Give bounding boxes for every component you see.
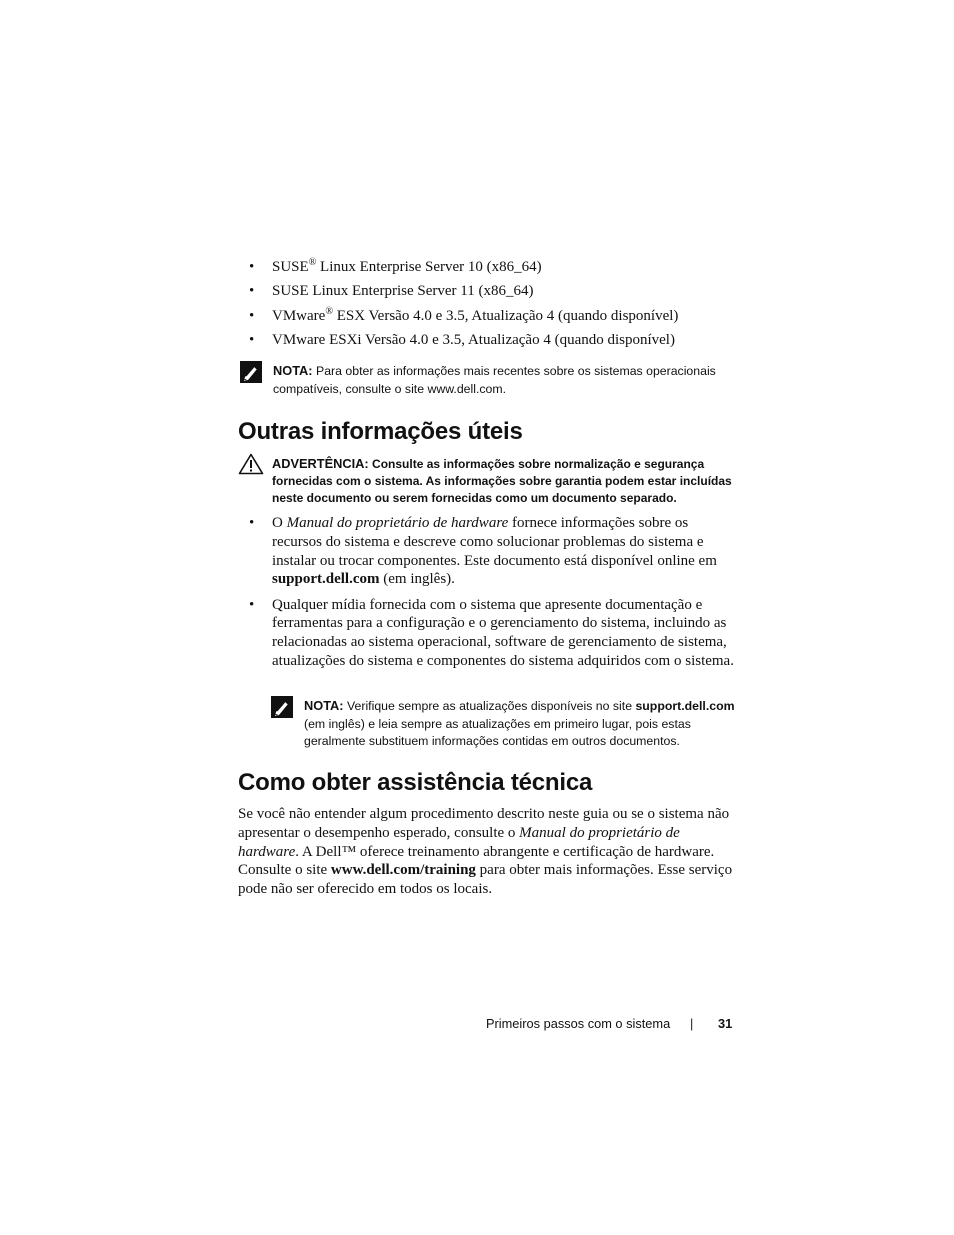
note-text: Para obter as informações mais recentes sobre os sistemas operacionais compatíveis, consulte o site www.dell.com. [273, 364, 716, 396]
list-item: • SUSE Linux Enterprise Server 11 (x86_64) [249, 283, 534, 300]
training-link: www.dell.com/training [330, 862, 476, 879]
list-item: • VMware ESXi Versão 4.0 e 3.5, Atualização 4 (quando disponível) [249, 332, 675, 349]
page-number: 31 [718, 1016, 733, 1031]
bullet: • [249, 515, 255, 531]
section-title-outras-informacoes: Outras informações úteis [238, 418, 523, 445]
list-item: • Qualquer mídia fornecida com o sistema que apresente documentação e ferramentas para a configuração e o gerenciamento do sistema, incluindo as relacionadas ao sistema operacional, software de gerenciamento de sistema, atualizações do sistema e componentes do sistema adquiridos com o sistema. [249, 596, 734, 670]
support-link: support.dell.com [272, 571, 380, 588]
support-link: support.dell.com [635, 699, 735, 713]
list-item: • VMware® ESX Versão 4.0 e 3.5, Atualização 4 (quando disponível) [249, 305, 679, 324]
warning-label: ADVERTÊNCIA: [272, 456, 369, 471]
manual-title: Manual do proprietário de hardware [238, 824, 680, 860]
bullet: • [249, 283, 255, 300]
note-label: NOTA: [304, 698, 344, 713]
bullet: • [249, 596, 255, 613]
list-item: • SUSE® Linux Enterprise Server 10 (x86_64) [249, 257, 542, 275]
note-pencil-icon [271, 696, 293, 718]
info-list [238, 514, 738, 677]
note-operating-systems [273, 362, 743, 398]
note-label: NOTA: [273, 363, 313, 378]
os-list [238, 258, 758, 356]
note-pencil-icon [240, 361, 262, 383]
assistance-paragraph: Se você não entender algum procedimento descrito neste guia ou se o sistema não apresentar o desempenho esperado, consulte o Manual do proprietário de hardware. A Dell™ oferece treinamento abrangente e certificação de hardware. Consulte o site www.dell.com/training para obter mais informações. Esse serviço pode não ser oferecido em todos os locais. [238, 806, 733, 898]
footer-separator: | [690, 1016, 694, 1031]
bullet: • [249, 307, 255, 324]
footer-section-name: Primeiros passos com o sistema [486, 1016, 671, 1031]
warning-body: Consulte as informações sobre normalização e segurança fornecidas com o sistema. As informações sobre garantia podem estar incluídas neste documento ou serem fornecidas como um documento separado. [272, 457, 732, 506]
list-item: • O Manual do proprietário de hardware fornece informações sobre os recursos do sistema e descreve como solucionar problemas do sistema e instalar ou trocar componentes. Este documento está disponível online em support.dell.com (em inglês). [249, 515, 717, 588]
bullet: • [249, 332, 255, 349]
note-updates: NOTA: Verifique sempre as atualizações disponíveis no site support.dell.com (em inglês) e leia sempre as atualizações em primeiro lugar, pois estas geralmente substituem informações contidas em outros documentos. [304, 698, 735, 748]
bullet: • [249, 259, 255, 275]
warning-triangle-icon [238, 453, 264, 475]
warning-text [272, 455, 742, 508]
manual-title: Manual do proprietário de hardware [286, 515, 509, 531]
section-title-assistencia-tecnica: Como obter assistência técnica [238, 769, 593, 796]
